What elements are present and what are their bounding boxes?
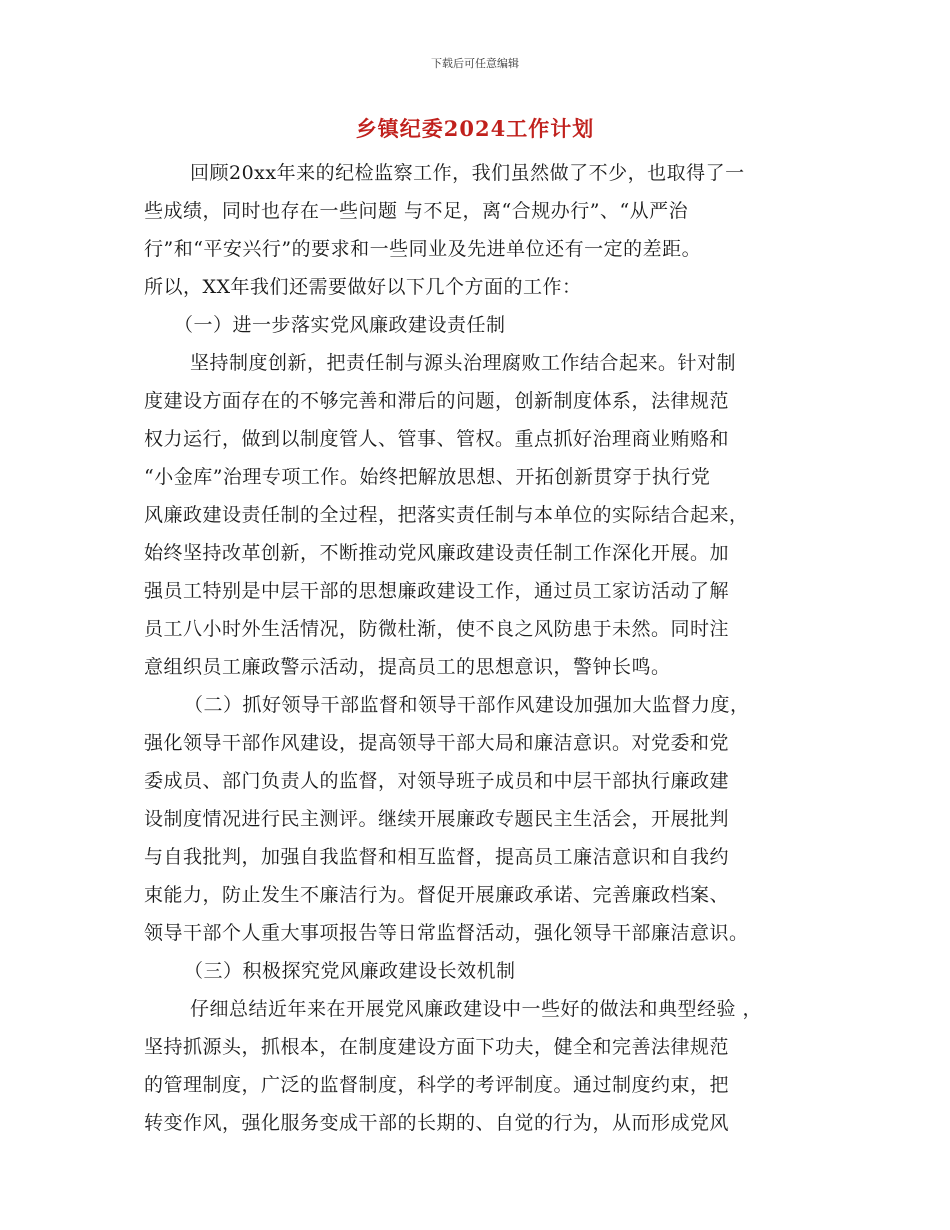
text-line: 员工八小时外生活情况，防微杜渐，使不良之风防患于未然。同时注 bbox=[144, 618, 730, 640]
text-line: 设制度情况进行民主测评。继续开展廉政专题民主生活会，开展批判 bbox=[144, 808, 730, 830]
text-line: 领导干部个人重大事项报告等日常监督活动，强化领导干部廉洁意识。 bbox=[144, 922, 749, 944]
text-line: 回顾20xx年来的纪检监察工作，我们虽然做了不少，也取得了一 bbox=[190, 162, 745, 184]
text-line: 的管理制度，广泛的监督制度，科学的考评制度。通过制度约束，把 bbox=[144, 1074, 730, 1096]
document-title: 乡镇纪委2024工作计划 bbox=[355, 116, 595, 141]
text-line: 强员工特别是中层干部的思想廉政建设工作，通过员工家访活动了解 bbox=[144, 580, 730, 602]
text-line: 强化领导干部作风建设，提高领导干部大局和廉洁意识。对党委和党 bbox=[144, 732, 730, 754]
section-heading: （一）进一步落实党风廉政建设责任制 bbox=[174, 314, 506, 336]
section-heading: （二）抓好领导干部监督和领导干部作风建设加强加大监督力度， bbox=[184, 694, 750, 716]
text-line: “小金库”治理专项工作。始终把解放思想、开拓创新贯穿于执行党 bbox=[144, 466, 711, 488]
text-line: 坚持制度创新，把责任制与源头治理腐败工作结合起来。针对制 bbox=[190, 352, 737, 374]
text-line: 权力运行，做到以制度管人、管事、管权。重点抓好治理商业贿赂和 bbox=[144, 428, 730, 450]
text-line: 仔细总结近年来在开展党风廉政建设中一些好的做法和典型经验 ， bbox=[190, 998, 763, 1020]
text-line: 风廉政建设责任制的全过程，把落实责任制与本单位的实际结合起来， bbox=[144, 504, 749, 526]
text-line: 行”和“平安兴行”的要求和一些同业及先进单位还有一定的差距。 bbox=[144, 238, 702, 260]
text-line: 些成绩，同时也存在一些问题 与不足，离“合规办行”、“从严治 bbox=[144, 200, 689, 222]
text-line: 度建设方面存在的不够完善和滞后的问题，创新制度体系，法律规范 bbox=[144, 390, 730, 412]
text-line: 意组织员工廉政警示活动，提高员工的思想意识，警钟长鸣。 bbox=[144, 656, 671, 678]
text-line: 始终坚持改革创新，不断推动党风廉政建设责任制工作深化开展。加 bbox=[144, 542, 730, 564]
text-line: 所以，XX年我们还需要做好以下几个方面的工作： bbox=[144, 276, 582, 298]
text-line: 束能力，防止发生不廉洁行为。督促开展廉政承诺、完善廉政档案、 bbox=[144, 884, 730, 906]
text-line: 转变作风，强化服务变成干部的长期的、自觉的行为，从而形成党风 bbox=[144, 1112, 730, 1134]
section-heading: （三）积极探究党风廉政建设长效机制 bbox=[184, 960, 516, 982]
text-line: 委成员、部门负责人的监督，对领导班子成员和中层干部执行廉政建 bbox=[144, 770, 730, 792]
page-header-note: 下载后可任意编辑 bbox=[431, 57, 519, 70]
text-line: 坚持抓源头，抓根本，在制度建设方面下功夫，健全和完善法律规范 bbox=[144, 1036, 730, 1058]
text-line: 与自我批判，加强自我监督和相互监督，提高员工廉洁意识和自我约 bbox=[144, 846, 730, 868]
